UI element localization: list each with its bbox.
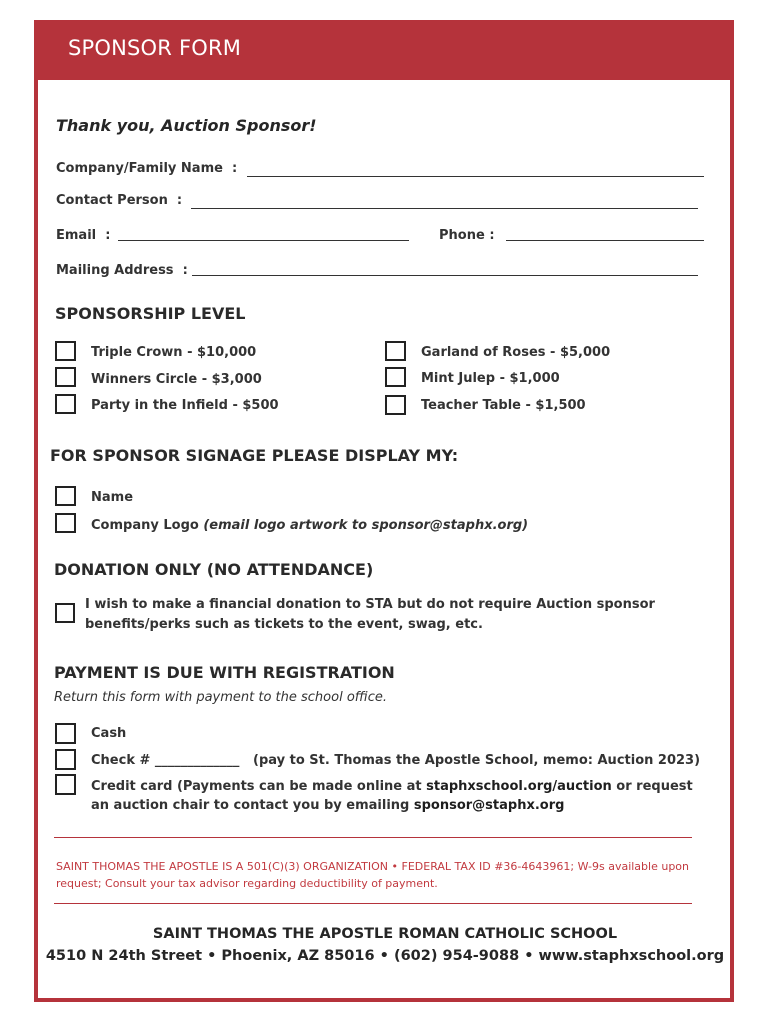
email-label: Email : <box>56 228 111 243</box>
disclaimer-line2: request; Consult your tax advisor regarding deductibility of payment. <box>56 877 438 890</box>
contact-person-field[interactable] <box>191 208 698 209</box>
donation-text-line2: benefits/perks such as tickets to the event, swag, etc. <box>85 617 483 632</box>
tax-disclaimer <box>56 858 696 892</box>
payment-heading: PAYMENT IS DUE WITH REGISTRATION <box>54 663 395 682</box>
phone-label: Phone : <box>439 228 495 243</box>
contact-person-label: Contact Person : <box>56 193 183 208</box>
signage-heading: FOR SPONSOR SIGNAGE PLEASE DISPLAY MY: <box>50 446 459 465</box>
checkbox-check[interactable] <box>55 749 76 770</box>
school-name: SAINT THOMAS THE APOSTLE ROMAN CATHOLIC SCHOOL <box>152 926 618 942</box>
logo-email-note: (email logo artwork to sponsor@staphx.org) <box>203 518 529 533</box>
checkbox-winners-circle[interactable] <box>55 367 76 387</box>
option-triple-crown: Triple Crown - $10,000 <box>91 345 257 360</box>
divider-top <box>54 837 692 838</box>
checkbox-donation-only[interactable] <box>55 603 75 623</box>
sponsor-email-link[interactable]: sponsor@staphx.org <box>413 798 565 813</box>
option-mint-julep: Mint Julep - $1,000 <box>421 371 560 386</box>
auction-url[interactable]: staphxschool.org/auction <box>426 779 612 794</box>
mailing-address-field[interactable] <box>192 275 698 276</box>
checkbox-triple-crown[interactable] <box>55 341 76 361</box>
checkbox-mint-julep[interactable] <box>385 367 406 387</box>
mailing-address-label: Mailing Address : <box>56 263 188 278</box>
option-party-infield: Party in the Infield - $500 <box>91 398 279 413</box>
company-name-label: Company/Family Name : <box>56 161 238 176</box>
option-signage-name: Name <box>91 490 134 505</box>
checkbox-teacher-table[interactable] <box>385 395 406 415</box>
checkbox-cash[interactable] <box>55 723 76 744</box>
email-field[interactable] <box>118 240 409 241</box>
checkbox-garland-roses[interactable] <box>385 341 406 361</box>
option-credit-card-line1: Credit card (Payments can be made online at staphxschool.org/auction or request <box>91 779 693 794</box>
divider-bottom <box>54 903 692 904</box>
option-credit-card-line2: an auction chair to contact you by emailing sponsor@staphx.org <box>91 798 565 813</box>
checkbox-signage-logo[interactable] <box>55 513 76 533</box>
donation-text-line1: I wish to make a financial donation to STA but do not require Auction sponsor <box>85 597 655 612</box>
sponsorship-level-heading: SPONSORSHIP LEVEL <box>55 304 246 323</box>
form-header <box>34 20 734 80</box>
thank-you-heading: Thank you, Auction Sponsor! <box>56 116 317 135</box>
payment-subtitle: Return this form with payment to the school office. <box>54 690 388 705</box>
option-signage-logo: Company Logo (email logo artwork to sponsor@staphx.org) <box>91 518 529 533</box>
option-cash: Cash <box>91 726 127 741</box>
option-check: Check # _____________ (pay to St. Thomas the Apostle School, memo: Auction 2023) <box>91 753 701 768</box>
checkbox-signage-name[interactable] <box>55 486 76 506</box>
option-garland-roses: Garland of Roses - $5,000 <box>421 345 611 360</box>
disclaimer-line1: SAINT THOMAS THE APOSTLE IS A 501(C)(3) ORGANIZATION • FEDERAL TAX ID #36-4643961; W-9s available upon <box>56 860 689 873</box>
school-address: 4510 N 24th Street • Phoenix, AZ 85016 • (602) 954-9088 • www.staphxschool.org <box>45 948 725 964</box>
donation-heading: DONATION ONLY (NO ATTENDANCE) <box>54 560 374 579</box>
company-name-field[interactable] <box>247 176 704 177</box>
option-winners-circle: Winners Circle - $3,000 <box>91 372 262 387</box>
checkbox-credit-card[interactable] <box>55 774 76 795</box>
form-title: SPONSOR FORM <box>68 36 242 60</box>
option-teacher-table: Teacher Table - $1,500 <box>421 398 586 413</box>
phone-field[interactable] <box>506 240 704 241</box>
checkbox-party-infield[interactable] <box>55 394 76 414</box>
